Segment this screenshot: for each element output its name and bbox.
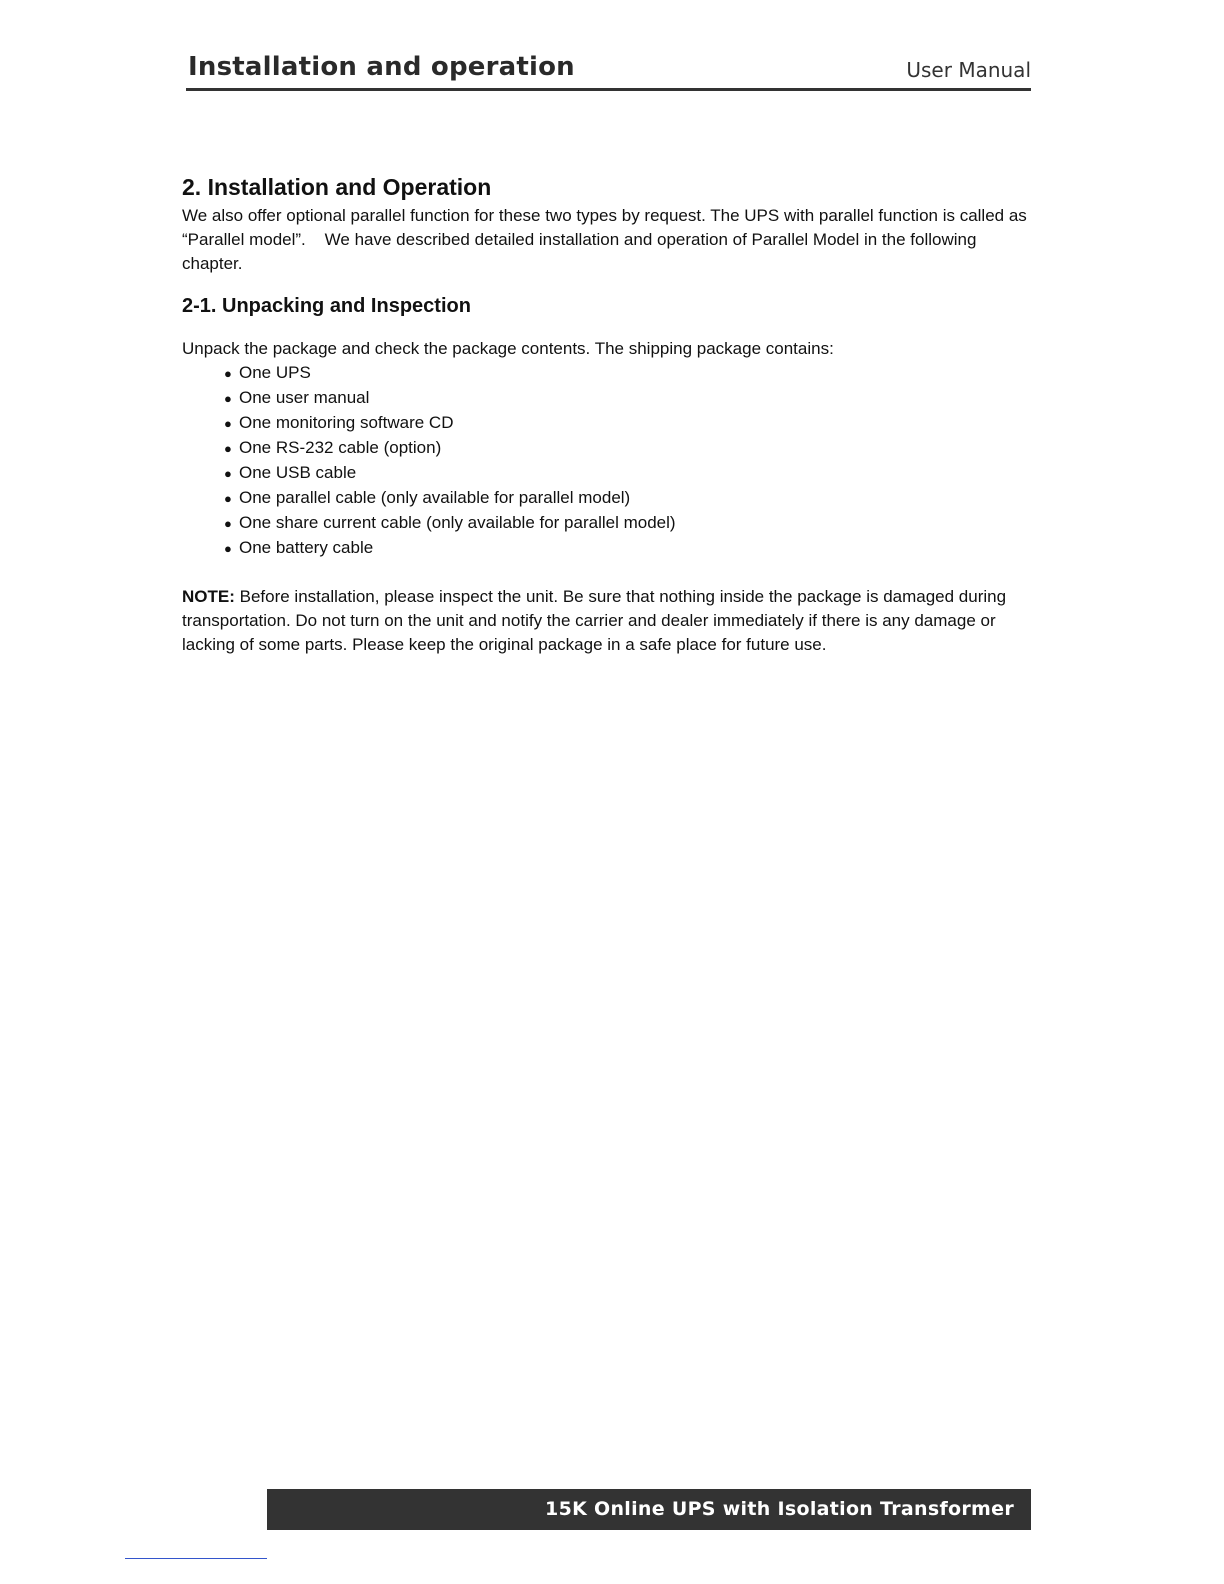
list-item-text: One user manual [239,388,370,407]
list-item-text: One share current cable (only available for parallel model) [239,513,676,532]
bullet-icon: ● [224,416,232,431]
list-item [224,486,1032,511]
page-header [186,50,1031,91]
note-text: Before installation, please inspect the unit. Be sure that nothing inside the package is damaged during transportation. Do not turn on the unit and notify the carrier and dealer immediately if there is any damage or lacking of some parts. Please keep the original package in a safe place for future use. [182,587,1007,654]
bullet-icon: ● [224,466,232,481]
bullet-icon: ● [224,541,232,556]
list-item-text: One RS-232 cable (option) [239,438,442,457]
bullet-icon: ● [224,516,232,531]
list-item-text: One parallel cable (only available for parallel model) [239,488,631,507]
section-title: 2. Installation and Operation [182,174,492,200]
main-content [182,172,1032,657]
bullet-icon: ● [224,441,232,456]
list-item-text: One USB cable [239,463,357,482]
list-item-text: One monitoring software CD [239,413,454,432]
list-item [224,386,1032,411]
unpack-paragraph: Unpack the package and check the package contents. The shipping package contains: [182,339,834,358]
bullet-icon: ● [224,391,232,406]
footnote-divider [125,1558,267,1559]
bullet-icon: ● [224,491,232,506]
list-item [224,436,1032,461]
list-item [224,411,1032,436]
note-paragraph [182,585,1032,657]
footer-bar [267,1489,1031,1530]
package-contents-list [182,361,1032,561]
list-item [224,536,1032,561]
list-item [224,511,1032,536]
bullet-icon: ● [224,366,232,381]
note-label: NOTE: [182,587,235,606]
list-item-text: One battery cable [239,538,374,557]
subsection-title: 2-1. Unpacking and Inspection [182,295,471,317]
section-intro-paragraph: We also offer optional parallel function for these two types by request. The UPS with parallel function is called as “Parallel model”. We have described detailed installation and operation of Parallel Model in the following chapter. [182,206,1027,273]
list-item [224,461,1032,486]
list-item [224,361,1032,386]
list-item-text: One UPS [239,363,311,382]
header-manual-label: User Manual [906,58,1031,82]
header-title: Installation and operation [188,52,575,82]
footer-product-title: 15K Online UPS with Isolation Transformer [545,1498,1014,1520]
